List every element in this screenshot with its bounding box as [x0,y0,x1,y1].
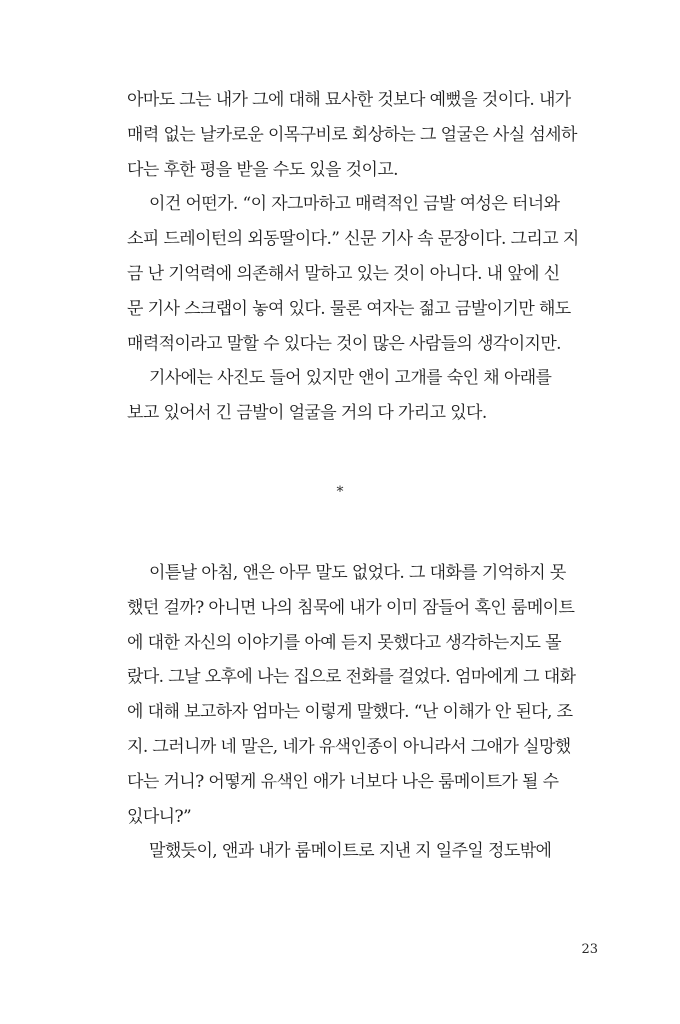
text-section-2 [127,556,607,869]
text-line: 있다니?” [127,806,192,827]
text-line: 지. 그러니까 네 말은, 네가 유색인종이 아니라서 그애가 실망했 [127,736,571,757]
section-divider: * [336,484,344,500]
text-line: 이건 어떤가. “이 자그마하고 매력적인 금발 여성은 터너와 [149,194,560,215]
text-line: 아마도 그는 내가 그에 대해 묘사한 것보다 예뻤을 것이다. 내가 [127,90,571,110]
text-line: 다는 후한 평을 받을 수도 있을 것이고. [127,159,398,180]
text-line: 소피 드레이턴의 외동딸이다.” 신문 기사 속 문장이다. 그리고 지 [127,229,579,250]
text-line: 금 난 기억력에 의존해서 말하고 있는 것이 아니다. 내 앞에 신 [127,263,560,284]
text-line: 문 기사 스크랩이 놓여 있다. 물론 여자는 젊고 금발이기만 해도 [127,298,571,319]
page-number: 23 [581,942,598,957]
text-line: 했던 걸까? 아니면 나의 침묵에 내가 이미 잠들어 혹인 룸메이트 [127,597,575,618]
text-line: 매력적이라고 말할 수 있다는 것이 많은 사람들의 생각이지만. [127,333,561,354]
text-section-1 [127,83,607,431]
text-line: 매력 없는 날카로운 이목구비로 회상하는 그 얼굴은 사실 섬세하 [127,124,577,145]
text-line: 에 대해 보고하자 엄마는 이렇게 말했다. “난 이해가 안 된다, 조 [127,702,573,723]
text-line: 말했듯이, 앤과 내가 룸메이트로 지낸 지 일주일 정도밖에 [149,841,552,862]
text-line: 보고 있어서 긴 금발이 얼굴을 거의 다 가리고 있다. [127,403,487,424]
text-line: 다는 거니? 어떻게 유색인 애가 너보다 나은 룸메이트가 될 수 [127,771,559,792]
text-line: 이튿날 아침, 앤은 아무 말도 없었다. 그 대화를 기억하지 못 [149,563,566,583]
text-line: 기사에는 사진도 들어 있지만 앤이 고개를 숙인 채 아래를 [149,368,552,389]
text-line: 랐다. 그날 오후에 나는 집으로 전화를 걸었다. 엄마에게 그 대화 [127,667,576,688]
text-line: 에 대한 자신의 이야기를 아예 듣지 못했다고 생각하는지도 몰 [127,632,561,653]
